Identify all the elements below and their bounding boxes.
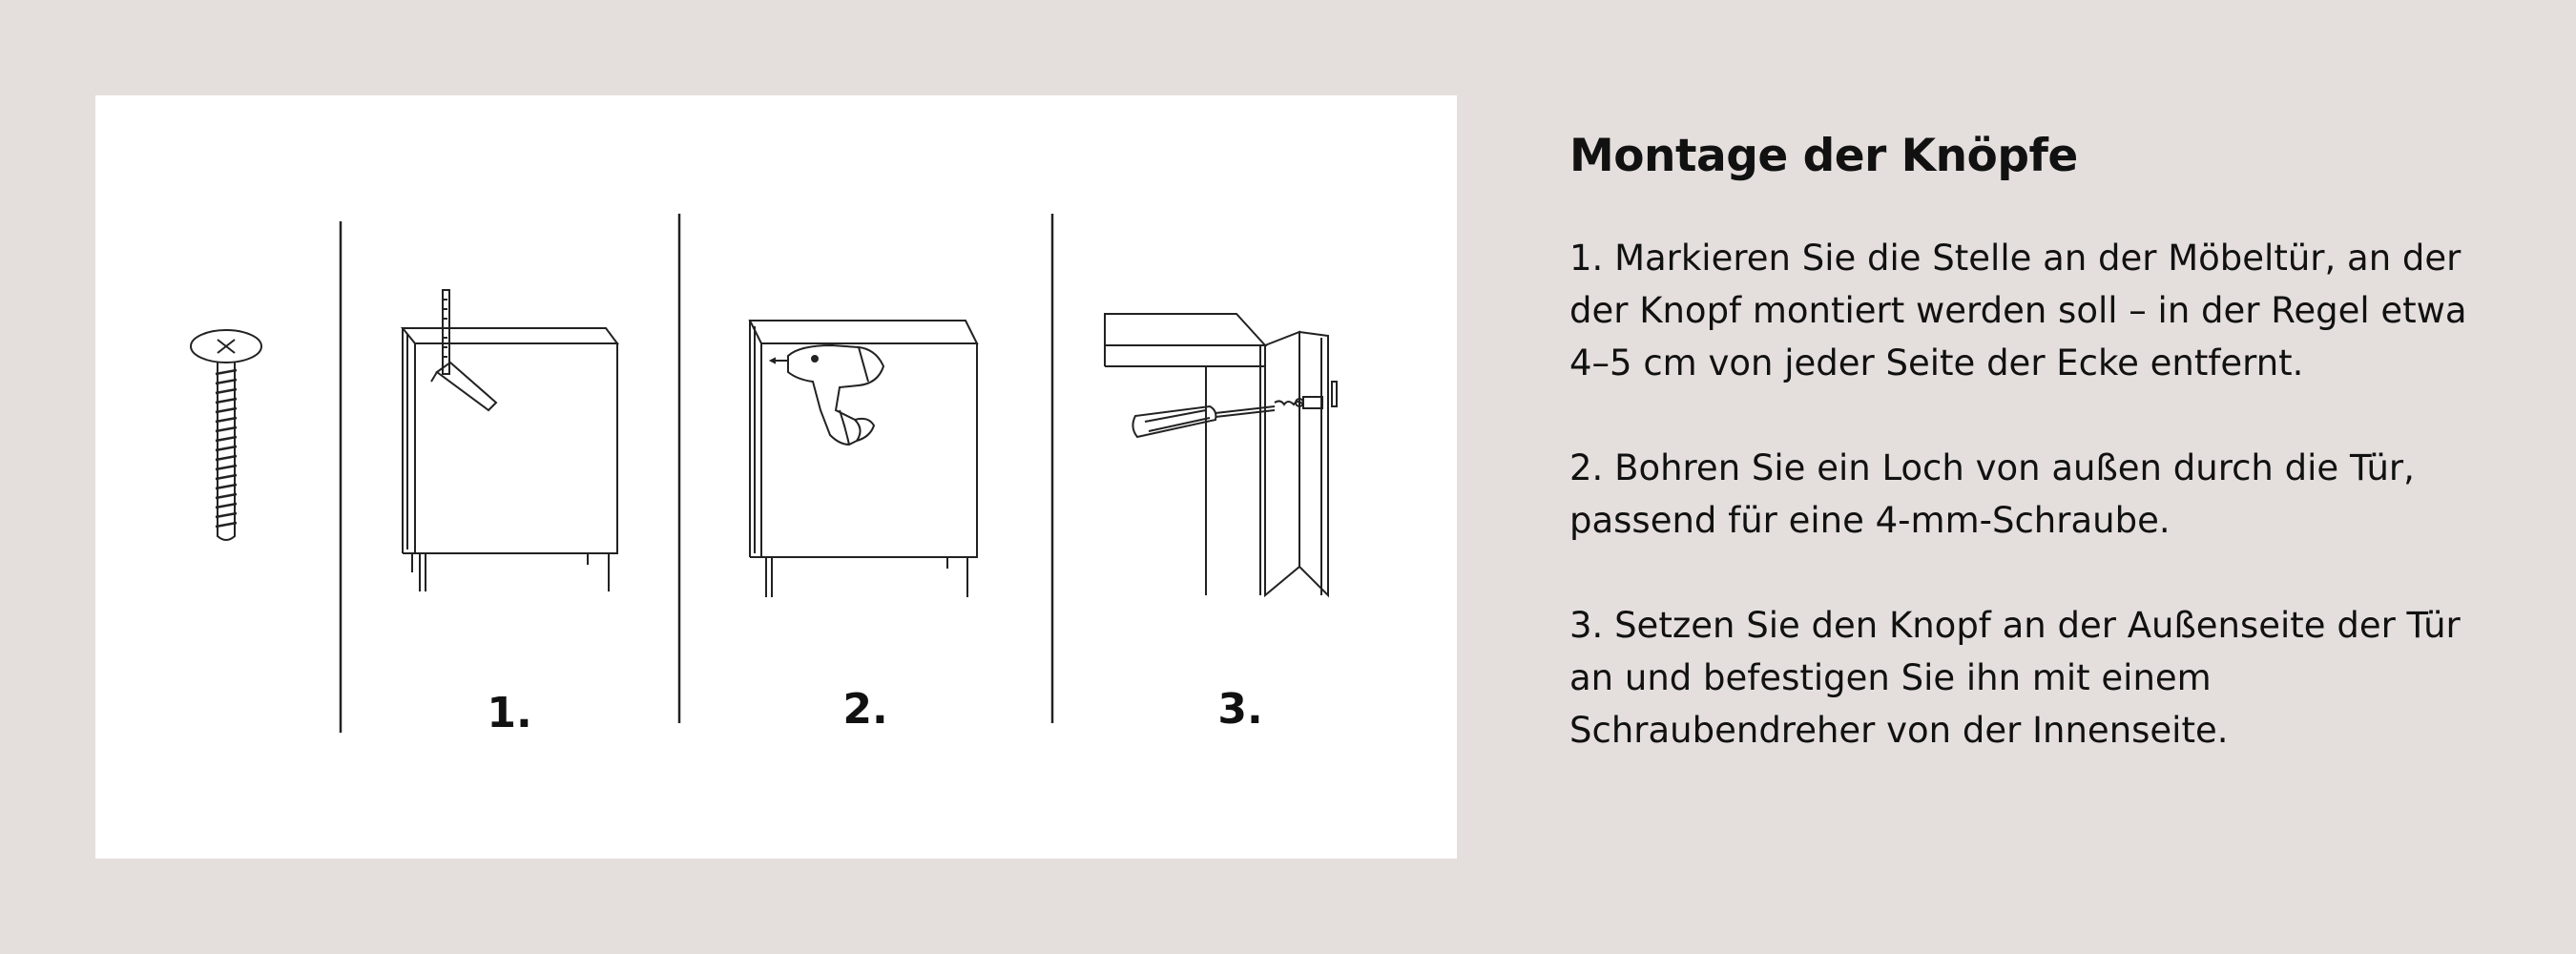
ruler-icon: [431, 290, 496, 410]
drill-icon: [771, 345, 883, 445]
instructions-column: [1569, 130, 2524, 809]
illustration-panel: [95, 95, 1457, 859]
step-number-2: 2.: [842, 685, 888, 734]
assembly-illustration: [95, 95, 1457, 859]
cabinet-step-1: [403, 328, 617, 591]
step-number-3: 3.: [1217, 685, 1263, 734]
instruction-step-2: 2. Bohren Sie ein Loch von außen durch die Tür, passend für eine 4-mm-Schraube.: [1569, 447, 2415, 541]
screw-icon: [191, 330, 261, 540]
screwdriver-icon: [1132, 397, 1322, 437]
page-title: Montage der Knöpfe: [1569, 130, 2078, 182]
cabinet-step-3: [1105, 314, 1337, 595]
instruction-step-1: 1. Markieren Sie die Stelle an der Möbeltür, an der der Knopf montiert werden soll – in der Regel etwa 4–5 cm von jeder Seite der Ecke entfernt.: [1569, 238, 2467, 384]
instruction-step-3: 3. Setzen Sie den Knopf an der Außenseite der Tür an und befestigen Sie ihn mit einem Schraubendreher von der Innenseite.: [1569, 605, 2461, 751]
step-number-1: 1.: [487, 689, 532, 737]
